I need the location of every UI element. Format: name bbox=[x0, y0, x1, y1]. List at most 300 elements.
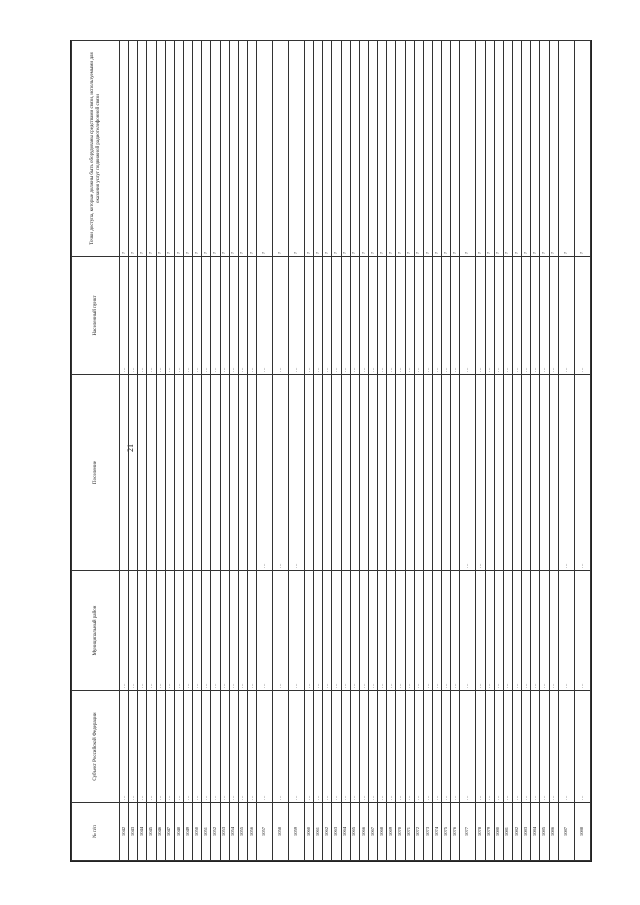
cell-num: 1078 bbox=[476, 803, 485, 861]
table-row bbox=[229, 41, 238, 861]
cell-num: 1077 bbox=[460, 803, 476, 861]
cell-answer: ? bbox=[193, 41, 202, 257]
cell-subject: … bbox=[549, 691, 558, 803]
cell-point: … bbox=[193, 257, 202, 375]
cell-answer: ? bbox=[485, 41, 494, 257]
cell-num: 1066 bbox=[359, 803, 368, 861]
table-row bbox=[442, 41, 451, 861]
cell-answer: ? bbox=[512, 41, 521, 257]
cell-point: … bbox=[273, 257, 289, 375]
cell-num: 1082 bbox=[512, 803, 521, 861]
table-row bbox=[387, 41, 396, 861]
cell-answer: ? bbox=[549, 41, 558, 257]
cell-settlement bbox=[323, 375, 332, 571]
table-body bbox=[120, 41, 591, 861]
cell-municipal: … bbox=[423, 571, 432, 691]
cell-municipal: … bbox=[494, 571, 503, 691]
cell-subject: … bbox=[332, 691, 341, 803]
cell-point: … bbox=[341, 257, 350, 375]
settlement-table bbox=[71, 40, 591, 861]
cell-municipal: … bbox=[503, 571, 512, 691]
cell-answer: ? bbox=[305, 41, 314, 257]
cell-point: … bbox=[129, 257, 138, 375]
cell-subject: … bbox=[432, 691, 441, 803]
cell-municipal: … bbox=[174, 571, 183, 691]
cell-point: … bbox=[405, 257, 414, 375]
cell-num: 1069 bbox=[387, 803, 396, 861]
cell-num: 1056 bbox=[247, 803, 256, 861]
table-row bbox=[273, 41, 289, 861]
cell-settlement bbox=[540, 375, 549, 571]
cell-answer: ? bbox=[369, 41, 378, 257]
cell-num: 1085 bbox=[540, 803, 549, 861]
cell-point: … bbox=[238, 257, 247, 375]
cell-point: … bbox=[120, 257, 129, 375]
cell-municipal: … bbox=[305, 571, 314, 691]
cell-municipal: … bbox=[432, 571, 441, 691]
cell-answer: ? bbox=[574, 41, 590, 257]
cell-point: … bbox=[247, 257, 256, 375]
cell-point: … bbox=[494, 257, 503, 375]
table-row bbox=[129, 41, 138, 861]
table-row bbox=[183, 41, 192, 861]
cell-num: 1044 bbox=[138, 803, 147, 861]
cell-municipal: … bbox=[350, 571, 359, 691]
cell-subject: … bbox=[323, 691, 332, 803]
cell-settlement bbox=[531, 375, 540, 571]
cell-subject: … bbox=[341, 691, 350, 803]
cell-settlement: … bbox=[476, 375, 485, 571]
cell-num: 1060 bbox=[305, 803, 314, 861]
cell-subject: … bbox=[423, 691, 432, 803]
cell-num: 1084 bbox=[531, 803, 540, 861]
cell-subject: … bbox=[558, 691, 574, 803]
cell-settlement bbox=[522, 375, 531, 571]
cell-answer: ? bbox=[183, 41, 192, 257]
cell-municipal: … bbox=[369, 571, 378, 691]
cell-point: … bbox=[522, 257, 531, 375]
cell-settlement bbox=[341, 375, 350, 571]
cell-subject: … bbox=[147, 691, 156, 803]
cell-subject: … bbox=[378, 691, 387, 803]
cell-municipal: … bbox=[138, 571, 147, 691]
cell-municipal: … bbox=[442, 571, 451, 691]
cell-settlement bbox=[359, 375, 368, 571]
table-row bbox=[156, 41, 165, 861]
cell-municipal: … bbox=[183, 571, 192, 691]
cell-num: 1086 bbox=[549, 803, 558, 861]
cell-point: … bbox=[314, 257, 323, 375]
cell-num: 1045 bbox=[147, 803, 156, 861]
cell-settlement bbox=[332, 375, 341, 571]
cell-settlement bbox=[432, 375, 441, 571]
cell-settlement bbox=[350, 375, 359, 571]
table-row bbox=[540, 41, 549, 861]
cell-municipal: … bbox=[405, 571, 414, 691]
cell-num: 1058 bbox=[273, 803, 289, 861]
cell-subject: … bbox=[369, 691, 378, 803]
cell-subject: … bbox=[257, 691, 273, 803]
cell-municipal: … bbox=[193, 571, 202, 691]
cell-point: … bbox=[574, 257, 590, 375]
table-row bbox=[174, 41, 183, 861]
cell-point: … bbox=[257, 257, 273, 375]
cell-num: 1042 bbox=[120, 803, 129, 861]
table-row bbox=[574, 41, 590, 861]
header-answer: Точки доступа, которые должны быть оборудованы средствами связи, используемыми для оказания услуг подвижной радиотелефонной связи bbox=[72, 41, 120, 257]
cell-answer: ? bbox=[405, 41, 414, 257]
cell-num: 1065 bbox=[350, 803, 359, 861]
cell-subject: … bbox=[129, 691, 138, 803]
cell-point: … bbox=[332, 257, 341, 375]
cell-municipal: … bbox=[460, 571, 476, 691]
cell-num: 1083 bbox=[522, 803, 531, 861]
cell-subject: … bbox=[211, 691, 220, 803]
cell-num: 1057 bbox=[257, 803, 273, 861]
cell-point: … bbox=[442, 257, 451, 375]
cell-municipal: … bbox=[414, 571, 423, 691]
cell-settlement bbox=[396, 375, 405, 571]
cell-point: … bbox=[423, 257, 432, 375]
cell-point: … bbox=[211, 257, 220, 375]
cell-subject: … bbox=[305, 691, 314, 803]
cell-settlement bbox=[503, 375, 512, 571]
cell-num: 1064 bbox=[341, 803, 350, 861]
cell-subject: … bbox=[314, 691, 323, 803]
cell-point: … bbox=[549, 257, 558, 375]
cell-point: … bbox=[451, 257, 460, 375]
cell-answer: ? bbox=[396, 41, 405, 257]
cell-num: 1053 bbox=[220, 803, 229, 861]
cell-num: 1072 bbox=[414, 803, 423, 861]
cell-point: … bbox=[485, 257, 494, 375]
cell-num: 1061 bbox=[314, 803, 323, 861]
cell-num: 1076 bbox=[451, 803, 460, 861]
cell-municipal: … bbox=[531, 571, 540, 691]
cell-settlement bbox=[442, 375, 451, 571]
cell-num: 1067 bbox=[369, 803, 378, 861]
cell-answer: ? bbox=[442, 41, 451, 257]
cell-num: 1049 bbox=[183, 803, 192, 861]
cell-municipal: … bbox=[323, 571, 332, 691]
cell-subject: … bbox=[229, 691, 238, 803]
cell-point: … bbox=[476, 257, 485, 375]
table-row bbox=[220, 41, 229, 861]
table-row bbox=[512, 41, 521, 861]
cell-answer: ? bbox=[220, 41, 229, 257]
cell-subject: … bbox=[405, 691, 414, 803]
cell-num: 1087 bbox=[558, 803, 574, 861]
cell-point: … bbox=[503, 257, 512, 375]
table-row bbox=[396, 41, 405, 861]
header-municipal: Муниципальный район bbox=[72, 571, 120, 691]
cell-settlement bbox=[405, 375, 414, 571]
cell-subject: … bbox=[503, 691, 512, 803]
table-row bbox=[432, 41, 441, 861]
cell-num: 1047 bbox=[165, 803, 174, 861]
cell-subject: … bbox=[120, 691, 129, 803]
cell-point: … bbox=[323, 257, 332, 375]
cell-point: … bbox=[174, 257, 183, 375]
table-row bbox=[460, 41, 476, 861]
cell-point: … bbox=[460, 257, 476, 375]
cell-municipal: … bbox=[476, 571, 485, 691]
cell-municipal: … bbox=[247, 571, 256, 691]
table-row bbox=[423, 41, 432, 861]
cell-answer: ? bbox=[120, 41, 129, 257]
cell-settlement bbox=[238, 375, 247, 571]
cell-point: … bbox=[396, 257, 405, 375]
cell-settlement bbox=[494, 375, 503, 571]
cell-num: 1081 bbox=[503, 803, 512, 861]
table-row bbox=[120, 41, 129, 861]
table-row bbox=[211, 41, 220, 861]
cell-subject: … bbox=[414, 691, 423, 803]
cell-settlement bbox=[378, 375, 387, 571]
cell-subject: … bbox=[350, 691, 359, 803]
cell-municipal: … bbox=[332, 571, 341, 691]
table-row bbox=[503, 41, 512, 861]
cell-point: … bbox=[289, 257, 305, 375]
cell-municipal: … bbox=[387, 571, 396, 691]
table-row bbox=[138, 41, 147, 861]
cell-settlement: … bbox=[574, 375, 590, 571]
cell-settlement bbox=[414, 375, 423, 571]
cell-municipal: … bbox=[341, 571, 350, 691]
table-row bbox=[314, 41, 323, 861]
cell-point: … bbox=[432, 257, 441, 375]
cell-point: … bbox=[147, 257, 156, 375]
cell-municipal: … bbox=[165, 571, 174, 691]
cell-subject: … bbox=[494, 691, 503, 803]
cell-settlement bbox=[314, 375, 323, 571]
cell-num: 1055 bbox=[238, 803, 247, 861]
cell-settlement: … bbox=[257, 375, 273, 571]
table-row bbox=[494, 41, 503, 861]
cell-settlement bbox=[423, 375, 432, 571]
cell-municipal: … bbox=[229, 571, 238, 691]
cell-settlement bbox=[165, 375, 174, 571]
table-row bbox=[323, 41, 332, 861]
cell-municipal: … bbox=[396, 571, 405, 691]
table-row bbox=[531, 41, 540, 861]
header-num: № п/п bbox=[72, 803, 120, 861]
table-row bbox=[147, 41, 156, 861]
cell-point: … bbox=[558, 257, 574, 375]
cell-subject: … bbox=[522, 691, 531, 803]
cell-settlement bbox=[247, 375, 256, 571]
cell-point: … bbox=[414, 257, 423, 375]
cell-answer: ? bbox=[350, 41, 359, 257]
cell-municipal: … bbox=[549, 571, 558, 691]
cell-subject: … bbox=[574, 691, 590, 803]
cell-point: … bbox=[359, 257, 368, 375]
cell-answer: ? bbox=[378, 41, 387, 257]
document-frame bbox=[70, 40, 592, 862]
cell-subject: … bbox=[273, 691, 289, 803]
cell-point: … bbox=[156, 257, 165, 375]
cell-point: … bbox=[540, 257, 549, 375]
cell-municipal: … bbox=[485, 571, 494, 691]
cell-num: 1088 bbox=[574, 803, 590, 861]
cell-municipal: … bbox=[220, 571, 229, 691]
cell-num: 1073 bbox=[423, 803, 432, 861]
cell-settlement bbox=[220, 375, 229, 571]
cell-num: 1074 bbox=[432, 803, 441, 861]
cell-answer: ? bbox=[323, 41, 332, 257]
cell-settlement bbox=[387, 375, 396, 571]
cell-municipal: … bbox=[359, 571, 368, 691]
cell-subject: … bbox=[193, 691, 202, 803]
cell-settlement: … bbox=[558, 375, 574, 571]
cell-answer: ? bbox=[174, 41, 183, 257]
table-row bbox=[359, 41, 368, 861]
cell-municipal: … bbox=[202, 571, 211, 691]
cell-answer: ? bbox=[476, 41, 485, 257]
cell-num: 1070 bbox=[396, 803, 405, 861]
rotated-table-container bbox=[71, 41, 591, 861]
cell-answer: ? bbox=[211, 41, 220, 257]
cell-answer: ? bbox=[359, 41, 368, 257]
cell-num: 1068 bbox=[378, 803, 387, 861]
cell-subject: … bbox=[460, 691, 476, 803]
cell-num: 1043 bbox=[129, 803, 138, 861]
cell-subject: … bbox=[451, 691, 460, 803]
cell-num: 1059 bbox=[289, 803, 305, 861]
cell-answer: ? bbox=[540, 41, 549, 257]
cell-answer: ? bbox=[314, 41, 323, 257]
cell-settlement bbox=[369, 375, 378, 571]
cell-municipal: … bbox=[378, 571, 387, 691]
cell-settlement bbox=[485, 375, 494, 571]
cell-subject: … bbox=[531, 691, 540, 803]
cell-answer: ? bbox=[332, 41, 341, 257]
table-row bbox=[341, 41, 350, 861]
page-number: 21 bbox=[126, 444, 135, 452]
cell-subject: … bbox=[202, 691, 211, 803]
table-header-row bbox=[72, 41, 120, 861]
cell-point: … bbox=[138, 257, 147, 375]
cell-municipal: … bbox=[129, 571, 138, 691]
cell-municipal: … bbox=[273, 571, 289, 691]
cell-municipal: … bbox=[156, 571, 165, 691]
cell-settlement bbox=[183, 375, 192, 571]
cell-num: 1063 bbox=[332, 803, 341, 861]
table-row bbox=[369, 41, 378, 861]
cell-answer: ? bbox=[503, 41, 512, 257]
cell-num: 1080 bbox=[494, 803, 503, 861]
cell-answer: ? bbox=[257, 41, 273, 257]
cell-point: … bbox=[350, 257, 359, 375]
cell-municipal: … bbox=[211, 571, 220, 691]
cell-subject: … bbox=[138, 691, 147, 803]
cell-point: … bbox=[531, 257, 540, 375]
table-row bbox=[558, 41, 574, 861]
table-row bbox=[378, 41, 387, 861]
cell-subject: … bbox=[238, 691, 247, 803]
cell-point: … bbox=[512, 257, 521, 375]
cell-answer: ? bbox=[414, 41, 423, 257]
cell-settlement: … bbox=[273, 375, 289, 571]
cell-subject: … bbox=[156, 691, 165, 803]
cell-num: 1062 bbox=[323, 803, 332, 861]
cell-num: 1046 bbox=[156, 803, 165, 861]
cell-settlement bbox=[211, 375, 220, 571]
cell-answer: ? bbox=[494, 41, 503, 257]
cell-answer: ? bbox=[247, 41, 256, 257]
cell-point: … bbox=[165, 257, 174, 375]
cell-point: … bbox=[183, 257, 192, 375]
table-row bbox=[257, 41, 273, 861]
cell-municipal: … bbox=[451, 571, 460, 691]
table-row bbox=[238, 41, 247, 861]
cell-answer: ? bbox=[165, 41, 174, 257]
cell-answer: ? bbox=[423, 41, 432, 257]
cell-point: … bbox=[305, 257, 314, 375]
cell-answer: ? bbox=[273, 41, 289, 257]
cell-settlement: … bbox=[289, 375, 305, 571]
cell-settlement bbox=[147, 375, 156, 571]
cell-num: 1051 bbox=[202, 803, 211, 861]
table-row bbox=[405, 41, 414, 861]
table-row bbox=[414, 41, 423, 861]
table-row bbox=[305, 41, 314, 861]
table-row bbox=[165, 41, 174, 861]
cell-answer: ? bbox=[531, 41, 540, 257]
cell-answer: ? bbox=[522, 41, 531, 257]
cell-answer: ? bbox=[341, 41, 350, 257]
cell-num: 1052 bbox=[211, 803, 220, 861]
cell-municipal: … bbox=[512, 571, 521, 691]
table-row bbox=[451, 41, 460, 861]
cell-answer: ? bbox=[289, 41, 305, 257]
table-row bbox=[350, 41, 359, 861]
cell-subject: … bbox=[165, 691, 174, 803]
table-row bbox=[476, 41, 485, 861]
cell-answer: ? bbox=[202, 41, 211, 257]
cell-settlement bbox=[129, 375, 138, 571]
header-point: Населенный пункт bbox=[72, 257, 120, 375]
cell-municipal: … bbox=[289, 571, 305, 691]
cell-point: … bbox=[229, 257, 238, 375]
cell-municipal: … bbox=[147, 571, 156, 691]
cell-answer: ? bbox=[460, 41, 476, 257]
cell-point: … bbox=[378, 257, 387, 375]
cell-settlement bbox=[229, 375, 238, 571]
table-row bbox=[522, 41, 531, 861]
cell-answer: ? bbox=[432, 41, 441, 257]
cell-municipal: … bbox=[238, 571, 247, 691]
cell-municipal: … bbox=[120, 571, 129, 691]
cell-point: … bbox=[369, 257, 378, 375]
cell-num: 1048 bbox=[174, 803, 183, 861]
cell-answer: ? bbox=[229, 41, 238, 257]
cell-subject: … bbox=[512, 691, 521, 803]
cell-subject: … bbox=[540, 691, 549, 803]
cell-answer: ? bbox=[387, 41, 396, 257]
table-row bbox=[193, 41, 202, 861]
table-row bbox=[332, 41, 341, 861]
cell-municipal: … bbox=[558, 571, 574, 691]
cell-subject: … bbox=[247, 691, 256, 803]
cell-point: … bbox=[220, 257, 229, 375]
cell-settlement bbox=[549, 375, 558, 571]
cell-subject: … bbox=[174, 691, 183, 803]
cell-subject: … bbox=[220, 691, 229, 803]
cell-municipal: … bbox=[314, 571, 323, 691]
table-row bbox=[485, 41, 494, 861]
table-row bbox=[549, 41, 558, 861]
